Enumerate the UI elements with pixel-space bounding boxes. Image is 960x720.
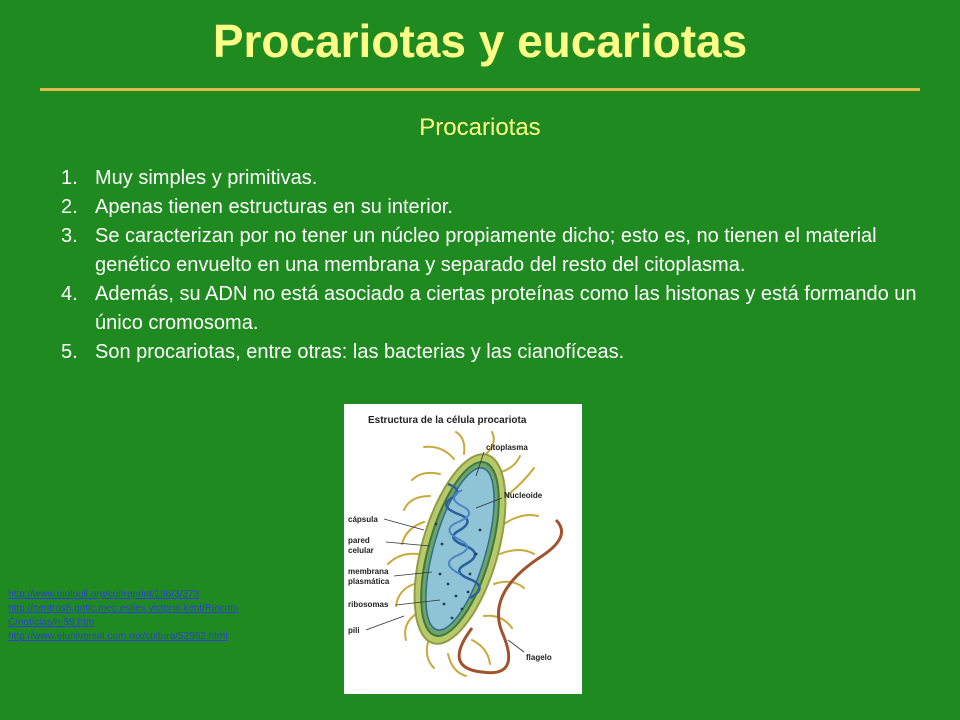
source-link[interactable]: http://www.eluniversal.com.mx/cultura/52962.html [8,631,228,642]
list-number: 3. [61,225,78,247]
label-celular: celular [348,546,374,555]
label-citoplasma: citoplasma [486,443,528,452]
list-number: 2. [61,196,78,218]
label-pili: pili [348,626,360,635]
list-number: 5. [61,341,78,363]
cell-illustration [344,404,582,694]
source-link[interactable]: http://centros5.pntic.mec.es/ies.victoria.kent/Rincon- [8,603,240,614]
label-membrana: membrana [348,567,389,576]
list-text: Son procariotas, entre otras: las bacterias y las cianofíceas. [95,341,625,363]
list-item [55,164,925,193]
label-ribosomas: ribosomas [348,600,389,609]
points-list [55,164,925,367]
slide-subtitle: Procariotas [419,114,541,141]
list-number: 1. [61,167,78,189]
label-nucleoide: Nucleoide [504,491,543,500]
list-text: Apenas tienen estructuras en su interior. [95,196,453,218]
list-item [55,338,925,367]
diagram-title: Estructura de la célula procariota [368,415,527,426]
source-links [8,588,333,644]
source-link[interactable]: http://www.biolbull.org/cgi/reprint/196/3/373 [8,589,200,600]
label-flagelo: flagelo [526,653,552,662]
list-item [55,280,925,338]
label-plasmatica: plasmática [348,577,390,586]
prokaryote-cell-diagram [344,404,582,694]
list-item [55,222,925,280]
source-link[interactable]: C/noticias/n-59.htm [8,617,95,628]
list-text: Se caracterizan por no tener un núcleo propiamente dicho; esto es, no tienen el material genético envuelto en una membrana y separado del resto del citoplasma. [95,225,877,276]
slide-title: Procariotas y eucariotas [212,15,748,67]
label-pared: pared [348,536,370,545]
list-text: Muy simples y primitivas. [95,167,318,189]
label-capsula: cápsula [348,515,378,524]
title-divider [40,88,920,91]
list-number: 4. [61,283,78,305]
list-item [55,193,925,222]
list-text: Además, su ADN no está asociado a ciertas proteínas como las histonas y está formando un único cromosoma. [95,283,917,334]
